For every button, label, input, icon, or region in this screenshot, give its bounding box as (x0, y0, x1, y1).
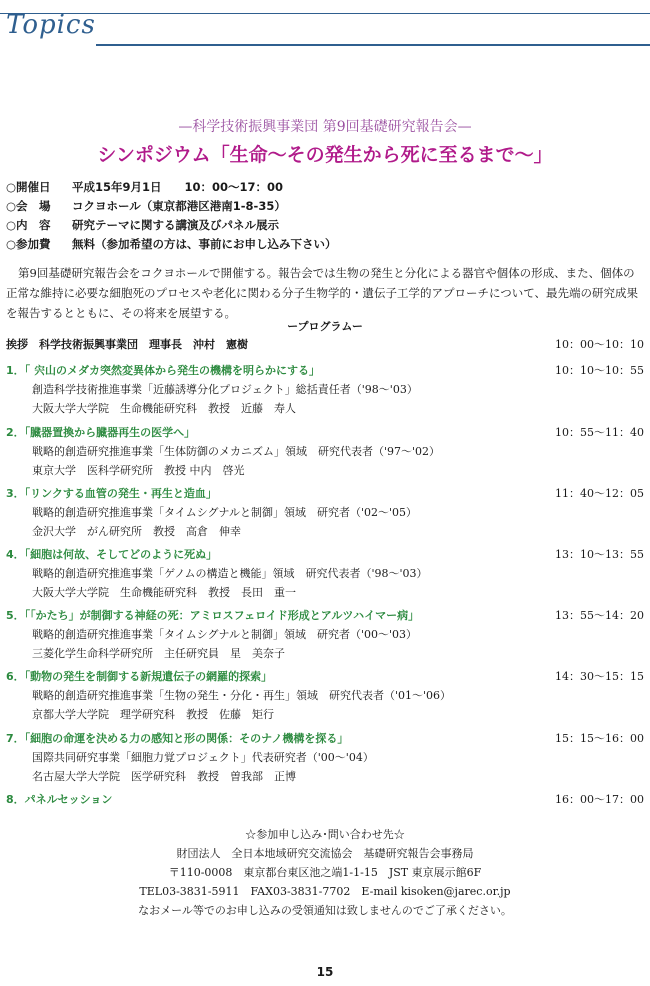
session-affiliation: 創造科学技術推進事業「近藤誘導分化プロジェクト」総括責任者（'98〜'03） (32, 383, 418, 396)
contact-address: 〒110-0008 東京都台東区池之端1-1-15 JST 東京展示館6F (168, 866, 482, 879)
intro-paragraph: 第9回基礎研究報告会をコクヨホールで開催する。報告会では生物の発生と分化による器官や個体の形成、また、個体の正常な維持に必要な細胞死のプロセスや老化に関わる分子生物学的・遺伝子工学的アプローチについて、最先端の研究成果を報告するとともに、その将来を展望する。 (6, 266, 639, 320)
session-time: 15：15〜16：00 (555, 732, 644, 745)
greeting-time: 10：00〜10：10 (555, 338, 644, 351)
topics-banner (0, 0, 650, 60)
info-label: ○会 場 (6, 199, 51, 213)
session-speaker: 名古屋大学大学院 医学研究科 教授 曽我部 正博 (32, 770, 296, 783)
info-label: ○内 容 (6, 218, 51, 232)
info-label: ○参加費 (6, 237, 51, 251)
contact-block (0, 825, 650, 920)
info-value: コクヨホール（東京都港区港南1-8-35） (72, 199, 286, 213)
greeting-row (6, 336, 644, 352)
session-title-text: 1．「 宍山のメダカ突然変異体から発生の機構を明らかにする」 (6, 364, 320, 377)
session-speaker: 京都大学大学院 理学研究科 教授 佐藤 矩行 (32, 708, 274, 721)
info-label: ○開催日 (6, 180, 51, 194)
session-time: 13：10〜13：55 (555, 548, 644, 561)
info-row (6, 197, 337, 216)
info-value: 平成15年9月1日 10：00〜17：00 (72, 180, 284, 194)
session-affiliation: 戦略的創造研究推進事業「タイムシグナルと制御」領域 研究者（'02〜'05） (32, 506, 418, 519)
contact-organization: 財団法人 全日本地域研究交流協会 基礎研究報告会事務局 (176, 847, 474, 860)
session-affiliation: 戦略的創造研究推進事業「生物の発生・分化・再生」領域 研究代表者（'01〜'06） (32, 689, 452, 702)
contact-note: なおメール等でのお申し込みの受領通知は致しませんのでご了承ください。 (138, 904, 512, 917)
session-title (6, 730, 644, 748)
event-info (6, 178, 337, 254)
session-title-text: 2．「臓器置換から臓器再生の医学へ」 (6, 426, 196, 439)
session-title-text: 7．「細胞の命運を決める力の感知と形の関係：そのナノ機構を探る」 (6, 732, 349, 745)
session-title-text: 6．「動物の発生を制御する新規遺伝子の網羅的探索」 (6, 670, 273, 683)
session-1 (6, 362, 644, 418)
greeting-text: 挨拶 科学技術振興事業団 理事長 沖村 憲樹 (6, 338, 248, 351)
session-speaker: 大阪大学大学院 生命機能研究科 教授 長田 重一 (32, 586, 296, 599)
session-time: 10：55〜11：40 (555, 426, 644, 439)
session-4 (6, 546, 644, 602)
session-title-text: 4．「細胞は何故、そしてどのように死ぬ」 (6, 548, 218, 561)
session-2 (6, 424, 644, 480)
contact-heading: ☆参加申し込み･問い合わせ先☆ (245, 828, 405, 841)
session-time: 13：55〜14：20 (555, 609, 644, 622)
info-value: 研究テーマに関する講演及びパネル展示 (72, 218, 279, 232)
session-time: 11：40〜12：05 (555, 487, 644, 500)
info-value: 無料（参加希望の方は、事前にお申し込み下さい） (72, 237, 337, 251)
session-time: 16：00〜17：00 (555, 793, 644, 806)
session-affiliation: 国際共同研究事業「細胞力覚プロジェクト」代表研究者（'00〜'04） (32, 751, 374, 764)
session-title (6, 485, 644, 503)
session-title (6, 607, 644, 625)
session-affiliation: 戦略的創造研究推進事業「生体防御のメカニズム」領域 研究代表者（'97〜'02） (32, 445, 441, 458)
session-7 (6, 730, 644, 786)
event-title: シンポジウム「生命〜その発生から死に至るまで〜」 (97, 144, 553, 166)
event-header (0, 116, 650, 167)
session-title (6, 362, 644, 380)
info-row (6, 178, 337, 197)
session-title (6, 791, 644, 809)
session-affiliation: 戦略的創造研究推進事業「ゲノムの構造と機能」領域 研究代表者（'98〜'03） (32, 567, 428, 580)
session-speaker: 三菱化学生命科学研究所 主任研究員 星 美奈子 (32, 647, 285, 660)
session-title-text: 8．パネルセッション (6, 793, 113, 806)
info-row (6, 235, 337, 254)
session-title-text: 3．「リンクする血管の発生・再生と造血」 (6, 487, 217, 500)
program-heading: ープログラムー (287, 320, 363, 333)
banner-top-rule (0, 13, 650, 14)
banner-rule (96, 44, 650, 46)
session-title (6, 424, 644, 442)
session-8 (6, 791, 644, 809)
contact-phone-email: TEL03-3831-5911 FAX03-3831-7702 E-mail kisoken@jarec.or.jp (139, 885, 511, 898)
session-3 (6, 485, 644, 541)
page-number: 15 (316, 965, 334, 979)
event-organizer: —科学技術振興事業団 第9回基礎研究報告会— (178, 119, 472, 135)
session-6 (6, 668, 644, 724)
session-title (6, 668, 644, 686)
session-affiliation: 戦略的創造研究推進事業「タイムシグナルと制御」領域 研究者（'00〜'03） (32, 628, 418, 641)
session-time: 14：30〜15：15 (555, 670, 644, 683)
session-speaker: 金沢大学 がん研究所 教授 高倉 伸幸 (32, 525, 241, 538)
session-title (6, 546, 644, 564)
session-time: 10：10〜10：55 (555, 364, 644, 377)
section-title: Topics (6, 10, 96, 40)
session-5 (6, 607, 644, 663)
session-title-text: 5．「「かたち」が制御する神経の死：アミロスフェロイド形成とアルツハイマー病」 (6, 609, 420, 622)
session-speaker: 大阪大学大学院 生命機能研究科 教授 近藤 寿人 (32, 402, 296, 415)
session-speaker: 東京大学 医科学研究所 教授 中内 啓光 (32, 464, 245, 477)
info-row (6, 216, 337, 235)
